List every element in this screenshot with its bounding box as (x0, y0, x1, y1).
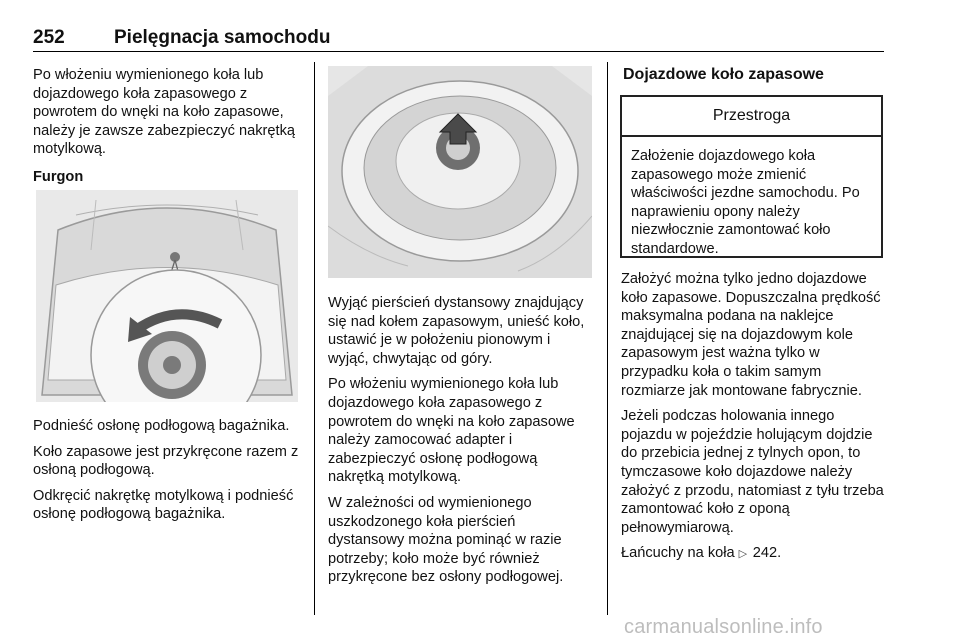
column-divider (607, 62, 608, 615)
cross-reference[interactable] (621, 544, 887, 564)
column-divider (314, 62, 315, 615)
cross-reference-text: Łańcuchy na koła (621, 545, 735, 562)
page-reference-triangle-icon: ▷ (738, 548, 748, 561)
section-heading: Dojazdowe koło zapasowe (623, 66, 824, 83)
column-2-body (328, 294, 594, 594)
page-number: 252 (33, 27, 65, 48)
column-1 (33, 66, 301, 195)
paragraph: Odkręcić nakrętkę motylkową i podnieść osłonę podłogową bagażnika. (33, 487, 294, 523)
spare-wheel-in-well-illustration (328, 66, 592, 278)
caution-title: Przestroga (622, 97, 881, 137)
caution-box (620, 95, 883, 258)
paragraph: Wyjąć pierścień dystansowy znajdujący się nad kołem zapasowym, unieść koło, ustawić je w położeniu pionowym i wyjąć, chwytając od góry. (328, 295, 585, 367)
paragraph: W zależności od wymienionego uszkodzonego koła pierścień dystansowy można pominąć w razie potrzeby; koło może być również przykręcone bez osłony podłogowej. (328, 494, 564, 586)
cross-reference-page: 242. (752, 545, 782, 562)
paragraph: Jeżeli podczas holowania innego pojazdu w pojeździe holującym dojdzie do przebicia jednej z tylnych opon, to tymczasowe koło dojazdowe należy założyć z przodu, natomiast z tyłu trzeba zamontować koło z oponą pełnowymiarową. (621, 408, 884, 536)
paragraph: Koło zapasowe jest przykręcone razem z osłoną podłogową. (33, 443, 299, 479)
subheading-furgon: Furgon (33, 168, 84, 185)
watermark: carmanualsonline.info (624, 616, 823, 638)
paragraph: Podnieść osłonę podłogową bagażnika. (33, 418, 290, 434)
paragraph: Po włożeniu wymienionego koła lub dojazdowego koła zapasowego z powrotem do wnęki na koło zapasowe należy zamocować adapter i zabezpieczyć osłonę podłogową nakrętką motylkową. (328, 376, 575, 486)
column-3-body (621, 270, 887, 571)
column-1-body (33, 417, 301, 531)
caution-text: Założenie dojazdowego koła zapasowego może zmienić właściwości jezdne samochodu. Po naprawieniu opony należy niezwłocznie zamontować koło standardowe. (631, 148, 860, 257)
van-spare-wheel-cover-illustration (36, 190, 298, 402)
intro-paragraph: Po włożeniu wymienionego koła lub dojazdowego koła zapasowego z powrotem do wnęki na koło zapasowe, należy je zawsze zabezpieczyć nakrętką motylkową. (33, 67, 296, 158)
paragraph: Założyć można tylko jedno dojazdowe koło zapasowe. Dopuszczalna prędkość maksymalna podana na naklejce znajdującej się na dojazdowym kole zapasowym jest ważna tylko w przypadku koła o takim samym rozmiarze jak montowane fabrycznie. (621, 271, 881, 399)
page-header (33, 21, 884, 52)
page-title: Pielęgnacja samochodu (114, 27, 331, 48)
